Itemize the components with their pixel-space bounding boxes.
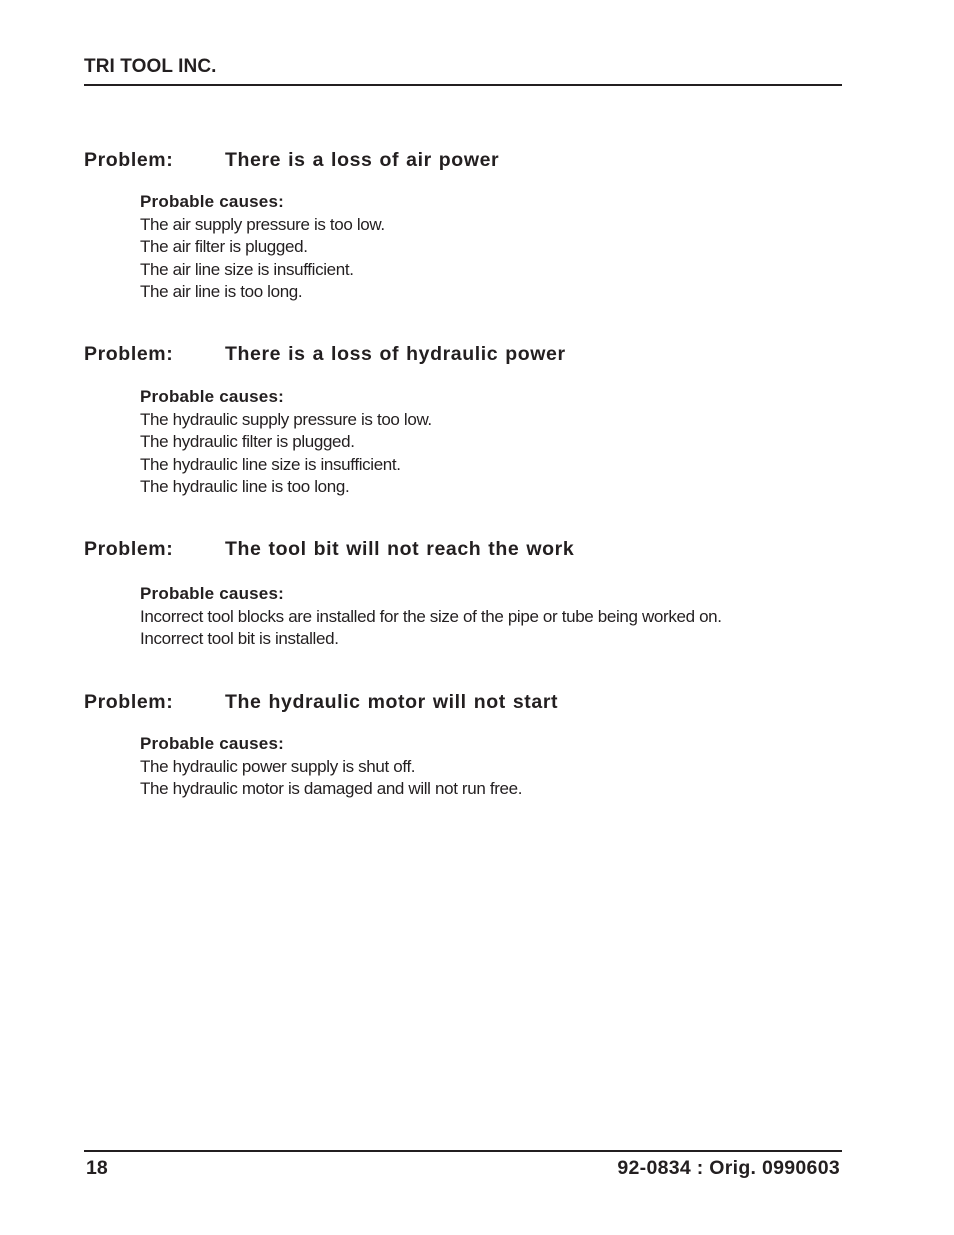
cause-item: The hydraulic filter is plugged. (140, 432, 355, 452)
cause-item: The air supply pressure is too low. (140, 214, 385, 234)
problem-section-hydraulic-power (84, 343, 844, 499)
page-number: 18 (86, 1157, 108, 1179)
document-id: 92-0834 : Orig. 0990603 (617, 1157, 840, 1179)
probable-causes (140, 386, 844, 499)
problem-label: Problem: (84, 343, 174, 365)
problem-title: There is a loss of hydraulic power (225, 343, 566, 365)
footer-rule (84, 1150, 842, 1152)
problem-label: Problem: (84, 538, 174, 560)
problem-heading (84, 343, 844, 365)
probable-causes (140, 733, 844, 801)
cause-item: The air line size is insufficient. (140, 259, 354, 279)
page-footer (84, 1156, 842, 1180)
causes-label: Probable causes: (140, 734, 284, 753)
cause-item: The hydraulic line is too long. (140, 477, 350, 497)
cause-item: The hydraulic motor is damaged and will not run free. (140, 779, 523, 799)
cause-item: The hydraulic power supply is shut off. (140, 756, 416, 776)
cause-item: Incorrect tool bit is installed. (140, 629, 339, 649)
cause-item: The air line is too long. (140, 282, 303, 302)
company-name: TRI TOOL INC. (84, 56, 217, 77)
problem-title: There is a loss of air power (225, 149, 500, 171)
causes-label: Probable causes: (140, 192, 284, 211)
problem-section-hydraulic-motor (84, 691, 844, 801)
cause-item: The hydraulic supply pressure is too low. (140, 409, 432, 429)
problem-section-air-power (84, 149, 844, 304)
problem-heading (84, 149, 844, 171)
cause-item: Incorrect tool blocks are installed for the size of the pipe or tube being worked on. (140, 606, 722, 626)
causes-label: Probable causes: (140, 387, 284, 406)
problem-heading (84, 691, 844, 713)
problem-label: Problem: (84, 149, 174, 171)
problem-title: The tool bit will not reach the work (225, 538, 575, 560)
problem-title: The hydraulic motor will not start (225, 691, 559, 713)
page-header (84, 56, 842, 78)
header-rule (84, 84, 842, 86)
probable-causes (140, 191, 844, 304)
problem-section-tool-bit (84, 538, 844, 651)
problem-label: Problem: (84, 691, 174, 713)
problem-heading (84, 538, 844, 560)
cause-item: The hydraulic line size is insufficient. (140, 454, 401, 474)
cause-item: The air filter is plugged. (140, 237, 308, 257)
probable-causes (140, 583, 844, 651)
causes-label: Probable causes: (140, 584, 284, 603)
